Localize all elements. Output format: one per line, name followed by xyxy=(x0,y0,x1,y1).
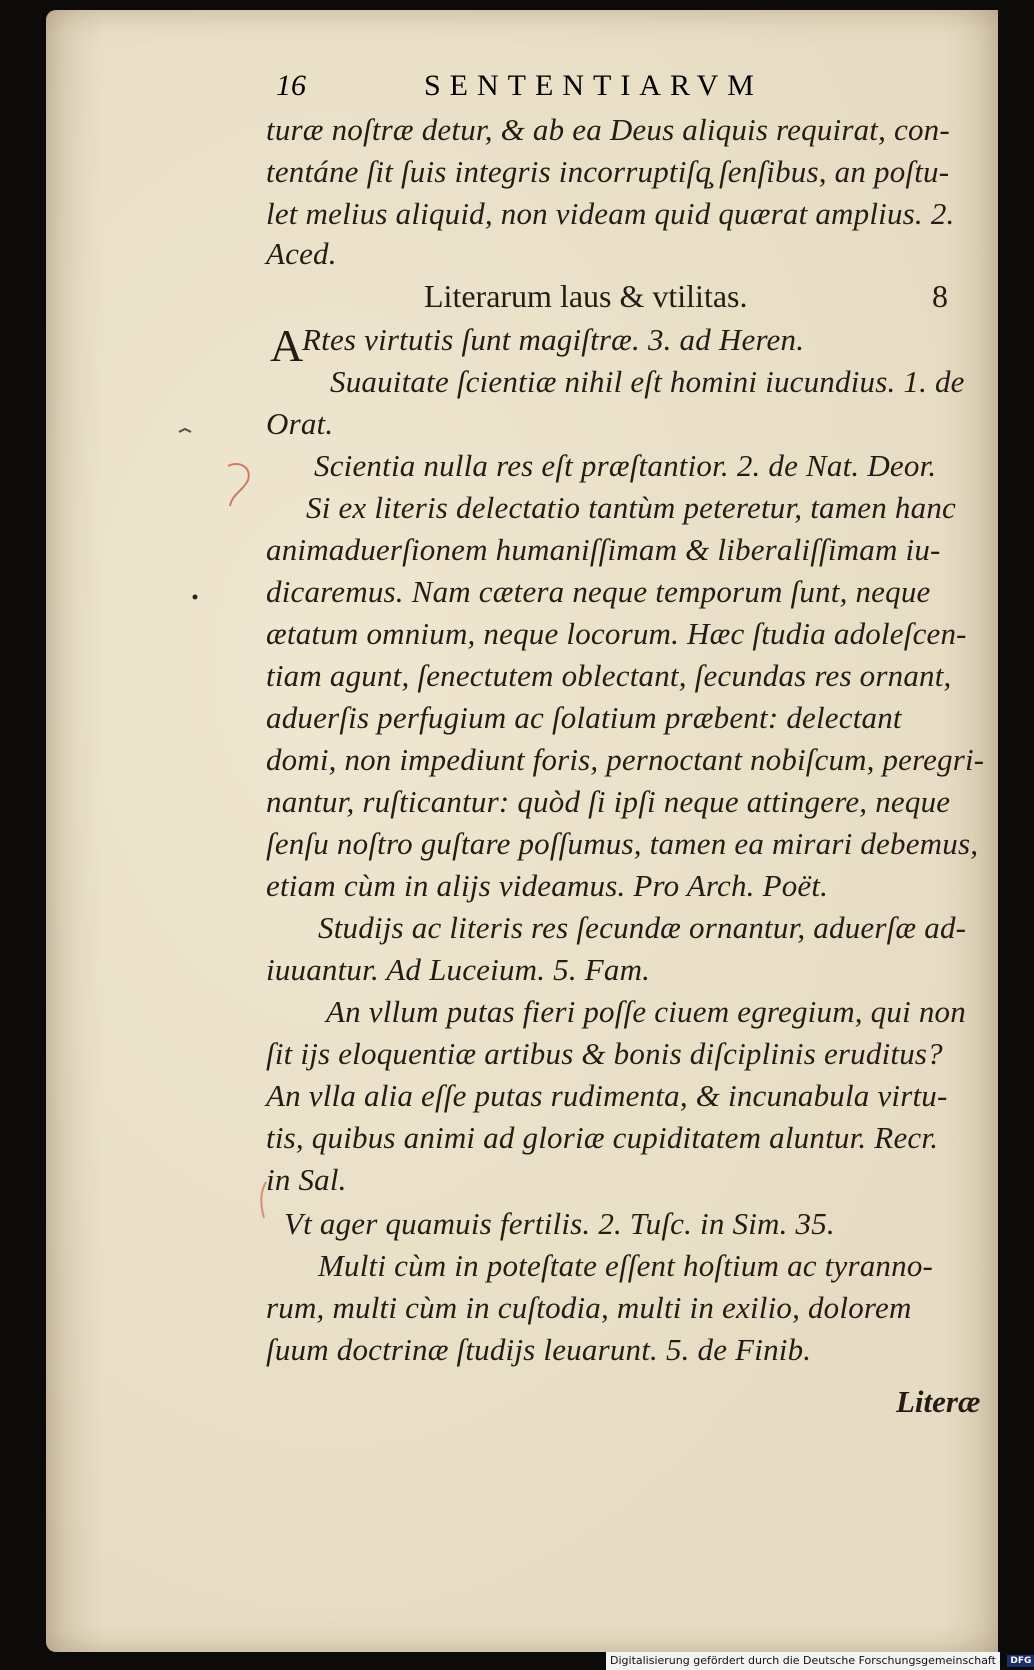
text-line: Si ex literis delectatio tantùm peteretur, tamen hanc xyxy=(306,490,956,525)
section-heading: Literarum laus & vtilitas. xyxy=(424,278,748,314)
text-line: Multi cùm in poteſtate eſſent hoſtium ac tyranno- xyxy=(318,1248,934,1283)
page-number: 16 xyxy=(276,69,306,102)
text-line: ſuum doctrinæ ſtudijs leuarunt. 5. de Finib. xyxy=(266,1332,812,1367)
text-line: ſenſu noſtro guſtare poſſumus, tamen ea mirari debemus, xyxy=(266,826,979,861)
drop-capital: A xyxy=(270,320,304,371)
text-line: Studijs ac literis res ſecundæ ornantur, aduerſæ ad- xyxy=(318,910,967,945)
catchword: Literæ xyxy=(896,1384,981,1419)
text-line: An vllum putas fieri poſſe ciuem egregium, qui non xyxy=(326,994,966,1029)
text-line: tiam agunt, ſenectutem oblectant, ſecundas res ornant, xyxy=(266,658,952,693)
running-header xyxy=(276,66,836,106)
text-line: in Sal. xyxy=(266,1162,347,1197)
text-line: domi, non impediunt foris, pernoctant nobiſcum, peregri- xyxy=(266,742,985,777)
text-line: animaduerſionem humaniſſimam & liberaliſſimam iu- xyxy=(266,532,941,567)
text-line: rum, multi cùm in cuſtodia, multi in exilio, dolorem xyxy=(266,1290,912,1325)
dfg-logo: DFG xyxy=(1007,1655,1034,1667)
red-pencil-mark-icon xyxy=(222,458,256,514)
ink-speck-icon xyxy=(178,426,192,436)
digitization-credit xyxy=(606,1652,1032,1670)
text-line: let melius aliquid, non videam quid quærat amplius. 2. xyxy=(266,196,955,231)
text-line: iuuantur. Ad Luceium. 5. Fam. xyxy=(266,952,651,987)
text-line: Scientia nulla res eſt præſtantior. 2. de Nat. Deor. xyxy=(314,448,937,483)
text-line: etiam cùm in alijs videamus. Pro Arch. Poët. xyxy=(266,868,829,903)
text-line: nantur, ruſticantur: quòd ſi ipſi neque attingere, neque xyxy=(266,784,951,819)
text-line: tis, quibus animi ad gloriæ cupiditatem aluntur. Recr. xyxy=(266,1120,939,1155)
text-line: An vlla alia eſſe putas rudimenta, & incunabula virtu- xyxy=(266,1078,948,1113)
section-number: 8 xyxy=(932,278,948,314)
text-line: ætatum omnium, neque locorum. Hæc ſtudia adoleſcen- xyxy=(266,616,967,651)
running-title: SENTENTIARVM xyxy=(424,69,763,102)
text-line: Suauitate ſcientiæ nihil eſt homini iucundius. 1. de xyxy=(330,364,965,399)
text-line: aduerſis perfugium ac ſolatium præbent: delectant xyxy=(266,700,902,735)
text-line: Orat. xyxy=(266,406,334,441)
credit-text: Digitalisierung gefördert durch die Deutsche Forschungsgemeinschaft - xyxy=(610,1654,1004,1667)
text-line: Aced. xyxy=(266,236,337,271)
text-line: dicaremus. Nam cætera neque temporum ſunt, neque xyxy=(266,574,931,609)
text-line: Vt ager quamuis fertilis. 2. Tuſc. in Sim. 35. xyxy=(284,1206,835,1241)
text-line: Rtes virtutis ſunt magiſtræ. 3. ad Heren. xyxy=(302,322,805,357)
text-line: ſit ijs eloquentiæ artibus & bonis diſciplinis eruditus? xyxy=(266,1036,943,1071)
ink-dot-icon xyxy=(192,594,198,600)
text-line: tentáne ſit ſuis integris incorruptiſq̧ ſenſibus, an poſtu- xyxy=(266,154,950,189)
text-line: turæ noſtræ detur, & ab ea Deus aliquis requirat, con- xyxy=(266,112,950,147)
